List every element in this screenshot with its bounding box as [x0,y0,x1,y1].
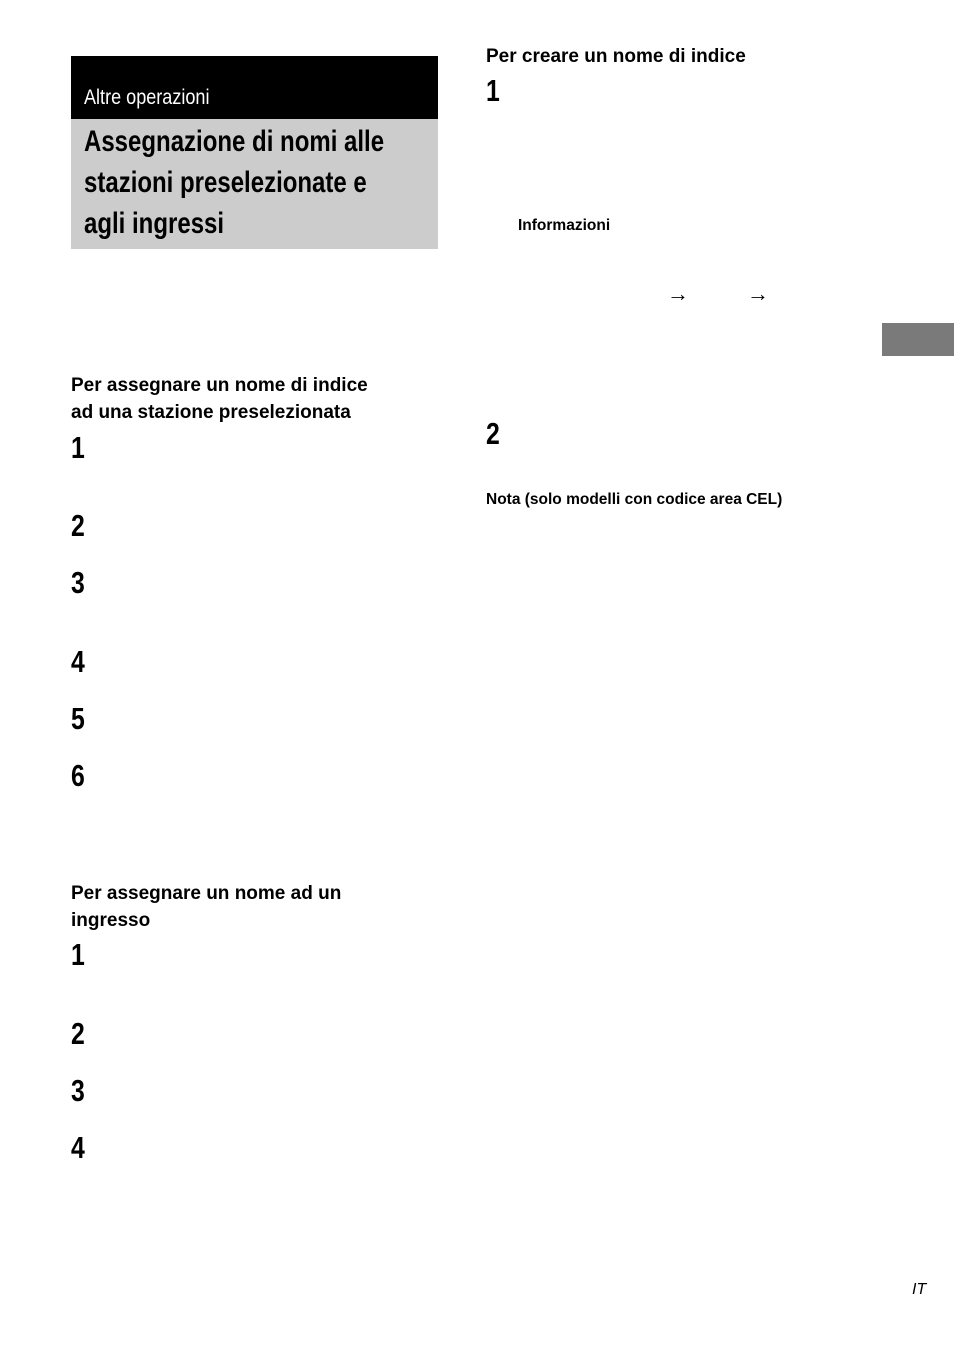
page-title-box [71,119,438,249]
preset-heading-line-1: Per assegnare un nome di indice [71,375,368,396]
create-index-heading: Per creare un nome di indice [486,46,746,67]
preset-step-6: 6 [71,758,85,793]
preset-heading [71,372,368,426]
preset-step-2: 2 [71,508,85,543]
side-tab-marker [882,323,954,356]
note-label: Nota (solo modelli con codice area CEL) [486,491,783,508]
input-heading [71,880,341,934]
page-language-code: IT [912,1281,927,1298]
page-title-line-1: Assegnazione di nomi alle [84,125,385,158]
input-step-1: 1 [71,937,85,972]
input-step-2: 2 [71,1016,85,1051]
preset-step-1: 1 [71,430,85,465]
create-step-1: 1 [486,73,500,108]
preset-step-3: 3 [71,565,85,600]
arrow-1: → [667,281,689,306]
input-heading-line-2: ingresso [71,910,151,931]
input-heading-line-1: Per assegnare un nome ad un [71,883,342,904]
preset-step-4: 4 [71,644,85,679]
section-label: Altre operazioni [84,86,210,109]
section-label-bar [71,56,438,119]
info-label: Informazioni [518,217,611,234]
arrow-2: → [747,281,769,306]
create-step-2: 2 [486,416,500,451]
page-title-line-2: stazioni preselezionate e [84,166,367,199]
preset-heading-line-2: ad una stazione preselezionata [71,402,351,423]
preset-step-5: 5 [71,701,85,736]
input-step-3: 3 [71,1073,85,1108]
input-step-4: 4 [71,1130,85,1165]
page-title-line-3: agli ingressi [84,207,225,240]
